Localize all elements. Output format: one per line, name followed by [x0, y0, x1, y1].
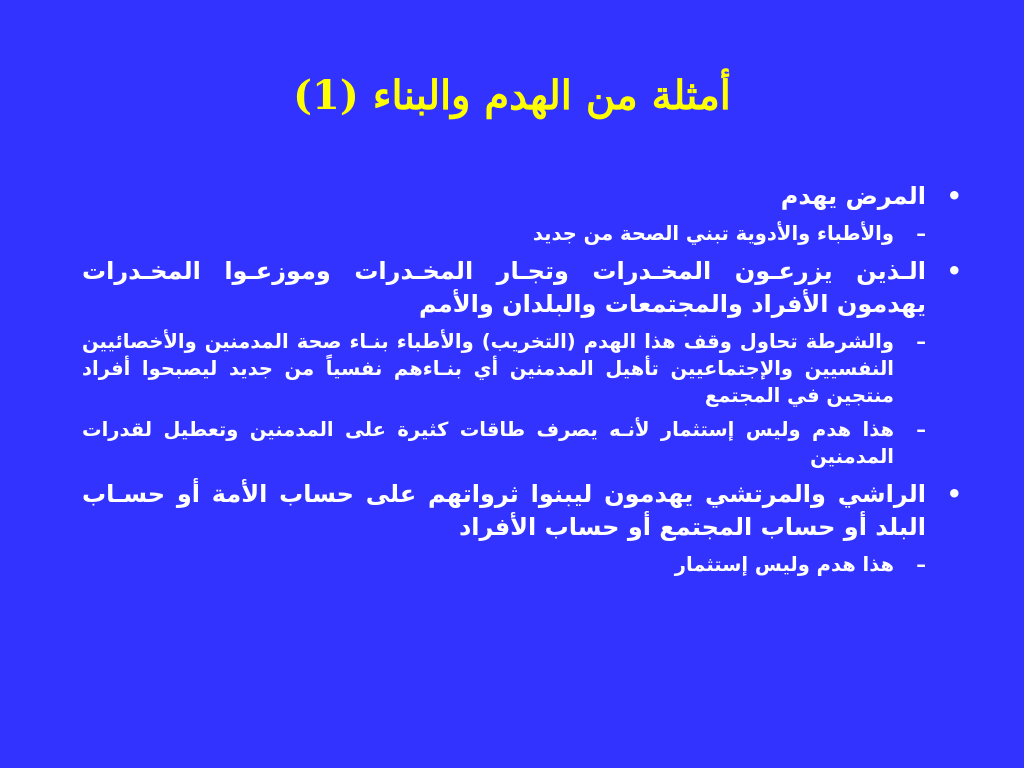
sub-point — [82, 551, 962, 578]
bullet-text: الـذين يزرعـون المخـدرات وتجـار المخـدرات وموزعـوا المخـدرات يهدمون الأفراد والمجتمعات والبلدان والأمم — [82, 257, 926, 318]
bullet-point — [82, 255, 962, 321]
sub-point-text: هذا هدم وليس إستثمار لأنـه يصرف طاقات كثيرة على المدمنين وتعطيل لقدرات المدمنين — [82, 418, 894, 468]
bullet-marker: • — [946, 182, 962, 210]
bullet-marker: • — [946, 480, 962, 508]
sub-point-text: هذا هدم وليس إستثمار — [674, 553, 894, 576]
bullet-text: المرض يهدم — [780, 182, 926, 210]
dash-marker: – — [916, 330, 926, 353]
sub-point — [82, 416, 962, 470]
sub-point — [82, 220, 962, 247]
sub-point — [82, 328, 962, 409]
dash-marker: – — [916, 222, 926, 245]
slide-content — [82, 180, 962, 578]
bullet-marker: • — [946, 257, 962, 285]
bullet-point — [82, 478, 962, 544]
sub-point-text: والأطباء والأدوية تبني الصحة من جديد — [532, 222, 894, 245]
dash-marker: – — [916, 418, 926, 441]
bullet-point — [82, 180, 962, 213]
dash-marker: – — [916, 553, 926, 576]
sub-point-text: والشرطة تحاول وقف هذا الهدم (التخريب) والأطباء بنـاء صحة المدمنين والأخصائيين النفسيين والإجتماعيين تأهيل المدمنين أي بنـاءهم نفسياً من جديد ليصبحوا أفراد منتجين في المجتمع — [82, 330, 894, 407]
slide-title: أمثلة من الهدم والبناء (1) — [293, 72, 731, 119]
bullet-text: الراشي والمرتشي يهدمون ليبنوا ثرواتهم على حساب الأمة أو حسـاب البلد أو حساب المجتمع أو حساب الأفراد — [82, 480, 926, 541]
